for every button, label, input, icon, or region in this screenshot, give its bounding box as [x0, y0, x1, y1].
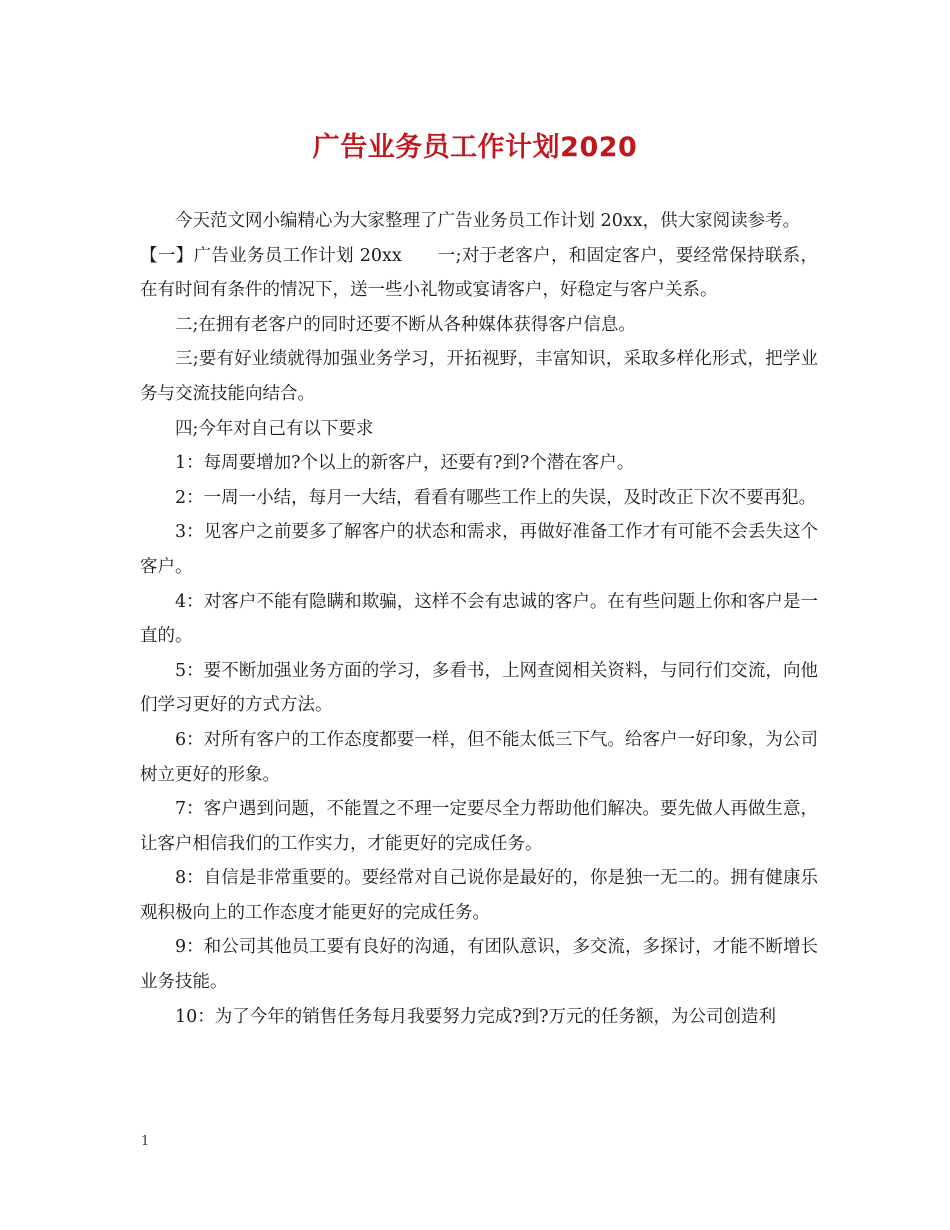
list-item-8: 8：自信是非常重要的。要经常对自己说你是最好的，你是独一无二的。拥有健康乐观积极向上的工作态度才能更好的完成任务。 [140, 868, 818, 923]
list-item-9: 9：和公司其他员工要有良好的沟通，有团队意识，多交流，多探讨，才能不断增长业务技能。 [140, 937, 818, 993]
document-body [140, 204, 818, 1034]
list-item-7: 7：客户遇到问题，不能置之不理一定要尽全力帮助他们解决。要先做人再做生意，让客户相信我们的工作实力，才能更好的完成任务。 [140, 799, 818, 854]
list-item-10: 10：为了今年的销售任务每月我要努力完成?到?万元的任务额，为公司创造利 [175, 1006, 777, 1027]
paragraph-item-three: 三;要有好业绩就得加强业务学习，开拓视野，丰富知识，采取多样化形式，把学业务与交流技能向结合。 [140, 349, 818, 404]
document-title: 广告业务员工作计划2020 [312, 132, 638, 163]
paragraph-section-one: 【一】广告业务员工作计划 20xx 一;对于老客户，和固定客户，要经常保持联系，在有时间有条件的情况下，送一些小礼物或宴请客户，好稳定与客户关系。 [140, 245, 818, 301]
list-item-4: 4：对客户不能有隐瞒和欺骗，这样不会有忠诚的客户。在有些问题上你和客户是一直的。 [140, 591, 818, 647]
list-item-6: 6：对所有客户的工作态度都要一样，但不能太低三下气。给客户一好印象，为公司树立更好的形象。 [140, 729, 818, 785]
list-item-5: 5：要不断加强业务方面的学习，多看书，上网查阅相关资料，与同行们交流，向他们学习更好的方式方法。 [140, 660, 818, 716]
list-item-1: 1：每周要增加?个以上的新客户，还要有?到?个潜在客户。 [175, 453, 635, 474]
paragraph-item-two: 二;在拥有老客户的同时还要不断从各种媒体获得客户信息。 [175, 314, 636, 335]
paragraph-item-four: 四;今年对自己有以下要求 [175, 418, 374, 439]
page-number: 1 [141, 1134, 150, 1149]
paragraph-intro: 今天范文网小编精心为大家整理了广告业务员工作计划 20xx，供大家阅读参考。 [175, 211, 801, 231]
list-item-2: 2：一周一小结，每月一大结，看看有哪些工作上的失误，及时改正下次不要再犯。 [175, 487, 817, 508]
list-item-3: 3：见客户之前要多了解客户的状态和需求，再做好准备工作才有可能不会丢失这个客户。 [140, 522, 818, 577]
